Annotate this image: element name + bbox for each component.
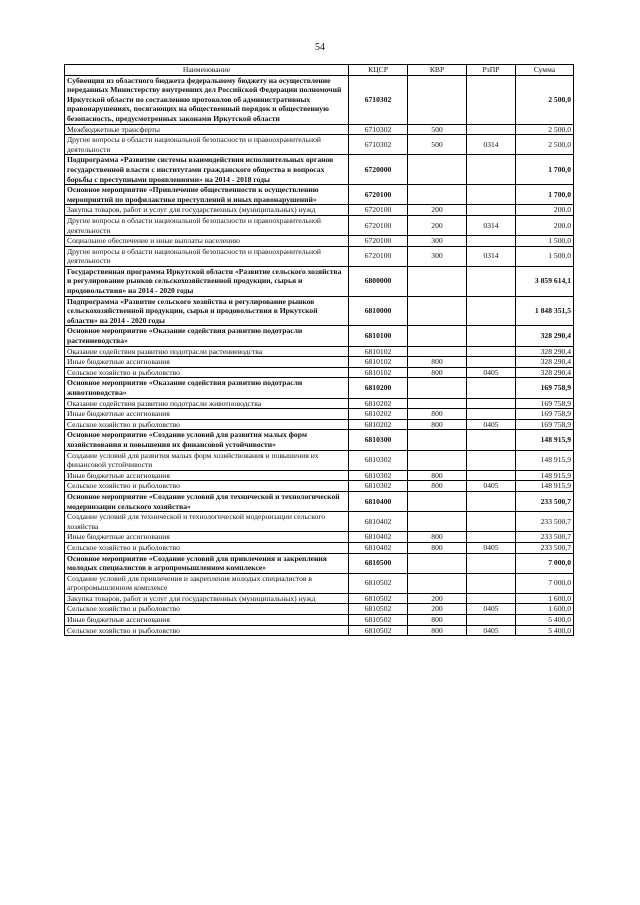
row-sum: 1 700,0 [516, 185, 574, 205]
header-rzpr: РзПР [467, 65, 516, 76]
row-rzpr [467, 124, 516, 135]
row-name: Создание условий для технической и технологической модернизации сельского хозяйства [65, 512, 349, 532]
row-rzpr [467, 155, 516, 185]
row-kcsr: 6810502 [349, 593, 408, 604]
row-kvr: 800 [408, 367, 467, 378]
row-kcsr: 6720100 [349, 185, 408, 205]
row-sum: 233 500,7 [516, 542, 574, 553]
table-row [65, 357, 574, 368]
row-rzpr [467, 236, 516, 247]
row-name: Оказание содействия развитию подотрасли животноводства [65, 398, 349, 409]
row-name: Сельское хозяйство и рыболовство [65, 419, 349, 430]
row-sum: 148 915,9 [516, 470, 574, 481]
row-sum: 328 290,4 [516, 346, 574, 357]
budget-table [64, 64, 574, 636]
table-row [65, 346, 574, 357]
table-row [65, 430, 574, 450]
table-row [65, 409, 574, 420]
row-kvr [408, 553, 467, 573]
row-kcsr: 6710302 [349, 124, 408, 135]
row-kcsr: 6710302 [349, 135, 408, 155]
row-kvr: 800 [408, 542, 467, 553]
row-name: Другие вопросы в области национальной безопасности и правоохранительной деятельности [65, 215, 349, 235]
row-kcsr: 6720000 [349, 155, 408, 185]
row-name: Сельское хозяйство и рыболовство [65, 604, 349, 615]
row-name: Основное мероприятие «Оказание содействия развитию подотрасли растениеводства» [65, 326, 349, 346]
row-kcsr: 6810402 [349, 512, 408, 532]
row-rzpr [467, 470, 516, 481]
row-rzpr: 0405 [467, 367, 516, 378]
row-rzpr: 0314 [467, 135, 516, 155]
row-kvr [408, 450, 467, 470]
row-kvr [408, 346, 467, 357]
row-kvr: 800 [408, 615, 467, 626]
row-kcsr: 6810302 [349, 481, 408, 492]
row-sum: 328 290,4 [516, 357, 574, 368]
row-name: Другие вопросы в области национальной безопасности и правоохранительной деятельности [65, 246, 349, 266]
row-name: Основное мероприятие «Оказание содействия развитию подотрасли животноводства» [65, 378, 349, 398]
table-row [65, 604, 574, 615]
row-rzpr [467, 205, 516, 216]
row-name: Государственная программа Иркутской области «Развитие сельского хозяйства и регулирование рынков сельскохозяйственной продукции, сырья и продовольствия» на 2014 - 2020 годы [65, 266, 349, 296]
row-name: Подпрограмма «Развитие сельского хозяйства и регулирование рынков сельскохозяйственной продукции, сырья и продовольствия в Иркутской области» на 2014 - 2020 годы [65, 296, 349, 326]
row-sum: 200,0 [516, 215, 574, 235]
row-kvr [408, 491, 467, 511]
row-rzpr [467, 75, 516, 124]
row-kvr: 500 [408, 135, 467, 155]
row-sum: 200,0 [516, 205, 574, 216]
row-kvr [408, 75, 467, 124]
row-rzpr: 0314 [467, 215, 516, 235]
row-rzpr [467, 398, 516, 409]
table-row [65, 542, 574, 553]
row-sum: 5 400,0 [516, 625, 574, 636]
row-kvr [408, 266, 467, 296]
table-row [65, 367, 574, 378]
row-kvr [408, 512, 467, 532]
table-row [65, 573, 574, 593]
row-sum: 1 848 351,5 [516, 296, 574, 326]
row-sum: 233 500,7 [516, 532, 574, 543]
table-row [65, 135, 574, 155]
table-row [65, 326, 574, 346]
header-kcsr: КЦСР [349, 65, 408, 76]
row-kvr [408, 430, 467, 450]
row-rzpr [467, 346, 516, 357]
row-name: Основное мероприятие «Привлечение общественности к осуществлению мероприятий по профилактике преступлений и иных правонарушений» [65, 185, 349, 205]
row-rzpr [467, 450, 516, 470]
row-rzpr: 0314 [467, 246, 516, 266]
row-rzpr [467, 532, 516, 543]
row-kcsr: 6810102 [349, 367, 408, 378]
row-name: Сельское хозяйство и рыболовство [65, 481, 349, 492]
row-kcsr: 6810502 [349, 604, 408, 615]
row-name: Иные бюджетные ассигнования [65, 357, 349, 368]
row-name: Иные бюджетные ассигнования [65, 532, 349, 543]
row-kcsr: 6810300 [349, 430, 408, 450]
row-kcsr: 6810402 [349, 542, 408, 553]
row-name: Сельское хозяйство и рыболовство [65, 367, 349, 378]
header-name: Наименование [65, 65, 349, 76]
table-row [65, 236, 574, 247]
row-name: Основное мероприятие «Создание условий для привлечения и закрепления молодых специалистов в агропромышленном комплексе» [65, 553, 349, 573]
row-sum: 5 400,0 [516, 615, 574, 626]
row-kvr: 800 [408, 357, 467, 368]
table-row [65, 470, 574, 481]
row-sum: 148 915,9 [516, 430, 574, 450]
row-name: Сельское хозяйство и рыболовство [65, 542, 349, 553]
row-name: Социальное обеспечение и иные выплаты населению [65, 236, 349, 247]
table-row [65, 155, 574, 185]
row-name: Основное мероприятие «Создание условий для развития малых форм хозяйствования и повышения их финансовой устойчивости» [65, 430, 349, 450]
row-rzpr [467, 378, 516, 398]
row-rzpr: 0405 [467, 481, 516, 492]
row-rzpr: 0405 [467, 419, 516, 430]
row-sum: 1 500,0 [516, 246, 574, 266]
row-kvr: 500 [408, 124, 467, 135]
row-kvr: 800 [408, 625, 467, 636]
table-row [65, 625, 574, 636]
row-kvr: 800 [408, 470, 467, 481]
row-rzpr [467, 491, 516, 511]
row-name: Создание условий для привлечения и закрепления молодых специалистов в агропромышленном комплексе [65, 573, 349, 593]
row-kcsr: 6720100 [349, 205, 408, 216]
row-kcsr: 6810200 [349, 378, 408, 398]
row-kvr: 300 [408, 236, 467, 247]
row-name: Сельское хозяйство и рыболовство [65, 625, 349, 636]
row-name: Межбюджетные трансферты [65, 124, 349, 135]
row-name: Основное мероприятие «Создание условий для технической и технологической модернизации сельского хозяйства» [65, 491, 349, 511]
table-row [65, 398, 574, 409]
row-rzpr [467, 296, 516, 326]
table-row [65, 512, 574, 532]
row-sum: 169 758,9 [516, 409, 574, 420]
row-kcsr: 6810102 [349, 357, 408, 368]
row-sum: 1 600,0 [516, 593, 574, 604]
row-kvr: 800 [408, 532, 467, 543]
row-kvr: 800 [408, 481, 467, 492]
row-rzpr: 0405 [467, 604, 516, 615]
row-kvr [408, 185, 467, 205]
row-sum: 233 500,7 [516, 512, 574, 532]
row-sum: 1 600,0 [516, 604, 574, 615]
row-sum: 233 500,7 [516, 491, 574, 511]
row-kcsr: 6810100 [349, 326, 408, 346]
row-kvr [408, 296, 467, 326]
row-sum: 7 000,0 [516, 553, 574, 573]
row-kcsr: 6810302 [349, 450, 408, 470]
row-kcsr: 6810502 [349, 625, 408, 636]
row-sum: 169 758,9 [516, 398, 574, 409]
header-sum: Сумма [516, 65, 574, 76]
page-number: 54 [315, 42, 325, 53]
table-header-row [65, 65, 574, 76]
row-kvr: 200 [408, 593, 467, 604]
row-kvr [408, 573, 467, 593]
row-rzpr [467, 326, 516, 346]
table-row [65, 450, 574, 470]
row-sum: 148 915,9 [516, 450, 574, 470]
table-row [65, 532, 574, 543]
row-kcsr: 6810302 [349, 470, 408, 481]
row-sum: 2 500,0 [516, 124, 574, 135]
row-kcsr: 6720100 [349, 246, 408, 266]
row-kvr: 200 [408, 215, 467, 235]
table-row [65, 75, 574, 124]
row-kcsr: 6810500 [349, 553, 408, 573]
header-kvr: КВР [408, 65, 467, 76]
row-kvr [408, 326, 467, 346]
table-row [65, 419, 574, 430]
row-rzpr [467, 185, 516, 205]
row-kvr: 800 [408, 409, 467, 420]
row-kcsr: 6810202 [349, 398, 408, 409]
table-row [65, 615, 574, 626]
row-sum: 2 500,0 [516, 75, 574, 124]
row-rzpr: 0405 [467, 625, 516, 636]
row-kcsr: 6810502 [349, 573, 408, 593]
table-row [65, 378, 574, 398]
row-kcsr: 6810402 [349, 532, 408, 543]
row-name: Другие вопросы в области национальной безопасности и правоохранительной деятельности [65, 135, 349, 155]
row-kvr [408, 155, 467, 185]
table-row [65, 215, 574, 235]
row-kcsr: 6720100 [349, 236, 408, 247]
row-sum: 169 758,9 [516, 378, 574, 398]
row-kvr: 800 [408, 419, 467, 430]
row-sum: 2 500,0 [516, 135, 574, 155]
row-rzpr [467, 593, 516, 604]
row-kvr [408, 378, 467, 398]
row-name: Подпрограмма «Развитие системы взаимодействия исполнительных органов государственной власти с институтами гражданского общества в вопросах борьбы с преступными проявлениями» на 2014 - 2018 годы [65, 155, 349, 185]
row-sum: 7 000,0 [516, 573, 574, 593]
row-sum: 1 500,0 [516, 236, 574, 247]
row-kcsr: 6800000 [349, 266, 408, 296]
row-rzpr [467, 430, 516, 450]
row-rzpr [467, 615, 516, 626]
table-row [65, 246, 574, 266]
row-sum: 3 859 614,1 [516, 266, 574, 296]
row-kcsr: 6810102 [349, 346, 408, 357]
row-name: Закупка товаров, работ и услуг для государственных (муниципальных) нужд [65, 205, 349, 216]
row-kcsr: 6710302 [349, 75, 408, 124]
table-row [65, 205, 574, 216]
row-rzpr [467, 553, 516, 573]
row-kvr: 200 [408, 604, 467, 615]
row-name: Закупка товаров, работ и услуг для государственных (муниципальных) нужд [65, 593, 349, 604]
row-name: Субвенция из областного бюджета федеральному бюджету на осуществление переданных Министерству внутренних дел Российской Федерации полномочий Иркутской области по составлению протоколов об административных правонарушениях, посягающих на общественный порядок и общественную безопасность, предусмотренных законами Иркутской области [65, 75, 349, 124]
row-rzpr [467, 357, 516, 368]
row-kcsr: 6810000 [349, 296, 408, 326]
row-kcsr: 6720100 [349, 215, 408, 235]
row-sum: 169 758,9 [516, 419, 574, 430]
row-kvr [408, 398, 467, 409]
table-row [65, 553, 574, 573]
row-kcsr: 6810202 [349, 419, 408, 430]
row-sum: 328 290,4 [516, 367, 574, 378]
row-name: Иные бюджетные ассигнования [65, 615, 349, 626]
row-sum: 1 700,0 [516, 155, 574, 185]
row-rzpr [467, 266, 516, 296]
table-row [65, 296, 574, 326]
table-row [65, 481, 574, 492]
table-row [65, 266, 574, 296]
row-sum: 148 915,9 [516, 481, 574, 492]
row-name: Иные бюджетные ассигнования [65, 470, 349, 481]
row-kcsr: 6810202 [349, 409, 408, 420]
row-rzpr [467, 512, 516, 532]
row-rzpr: 0405 [467, 542, 516, 553]
row-name: Оказание содействия развитию подотрасли растениеводства [65, 346, 349, 357]
table-body [65, 75, 574, 636]
table-row [65, 185, 574, 205]
row-rzpr [467, 409, 516, 420]
row-kcsr: 6810502 [349, 615, 408, 626]
table-row [65, 491, 574, 511]
row-rzpr [467, 573, 516, 593]
row-kvr: 300 [408, 246, 467, 266]
table-row [65, 593, 574, 604]
row-name: Создание условий для развития малых форм хозяйствования и повышения их финансовой устойчивости [65, 450, 349, 470]
row-kcsr: 6810400 [349, 491, 408, 511]
row-sum: 328 290,4 [516, 326, 574, 346]
row-kvr: 200 [408, 205, 467, 216]
row-name: Иные бюджетные ассигнования [65, 409, 349, 420]
table-row [65, 124, 574, 135]
